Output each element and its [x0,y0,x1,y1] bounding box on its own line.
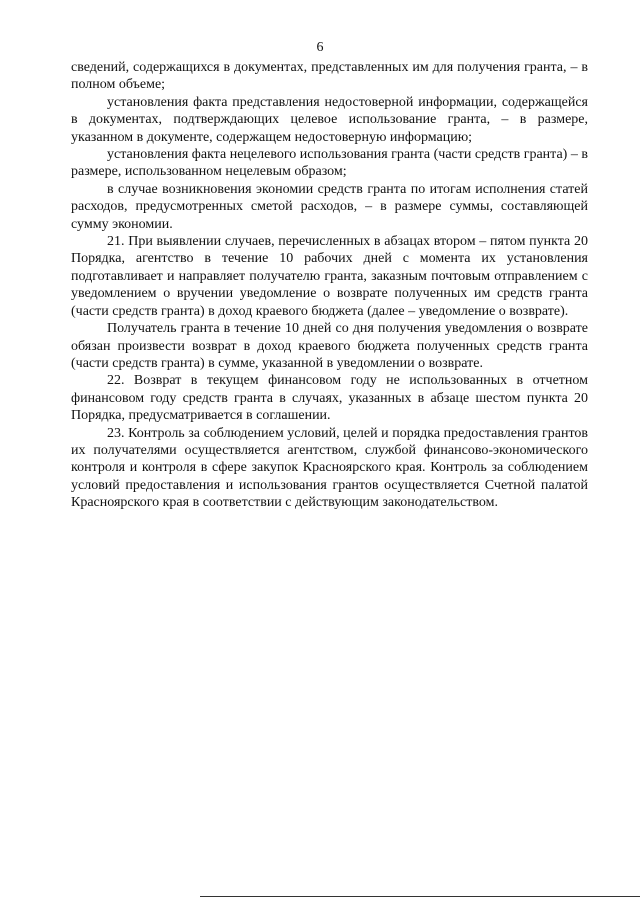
paragraph-misuse: установления факта нецелевого использования гранта (части средств гранта) – в размере, использованном нецелевым образом; [71,147,588,180]
footer-rule [200,896,640,897]
page-number: 6 [316,40,324,55]
paragraph-item-22: 22. Возврат в текущем финансовом году не использованных в отчетном финансовом году средств гранта в случаях, указанных в абзаце шестом пункта 20 Порядка, предусматривается в соглашении. [71,373,588,424]
paragraph-false-information: установления факта представления недостоверной информации, содержащейся в документах, подтверждающих целевое использование гранта, – в размере, указанном в документе, содержащем недостоверную информацию; [71,94,588,145]
paragraph-savings: в случае возникновения экономии средств гранта по итогам исполнения статей расходов, предусмотренных сметой расходов, – в размере суммы, составляющей сумму экономии. [71,181,588,232]
paragraph-recipient-obligation: Получатель гранта в течение 10 дней со дня получения уведомления о возврате обязан произвести возврат в доход краевого бюджета полученных средств гранта (части средств гранта) в сумме, указанной в уведомлении о возврате. [71,321,588,371]
document-body [71,59,588,512]
paragraph-continuation: сведений, содержащихся в документах, представленных им для получения гранта, – в полном объеме; [71,60,588,93]
paragraph-item-23: 23. Контроль за соблюдением условий, целей и порядка предоставления грантов их получателями осуществляется агентством, службой финансово-экономического контроля и контроля в сфере закупок Красноярского края. Контроль за соблюдением условий предоставления и использования грантов осуществляется Счетной палатой Красноярского края в соответствии с действующим законодательством. [71,425,588,511]
paragraph-item-21: 21. При выявлении случаев, перечисленных в абзацах втором – пятом пункта 20 Порядка, агентство в течение 10 рабочих дней с момента их установления подготавливает и направляет получателю гранта, заказным почтовым отправлением с уведомлением о вручении уведомление о возврате полученных им средств гранта (части средств гранта) в доход краевого бюджета (далее – уведомление о возврате). [71,234,588,319]
